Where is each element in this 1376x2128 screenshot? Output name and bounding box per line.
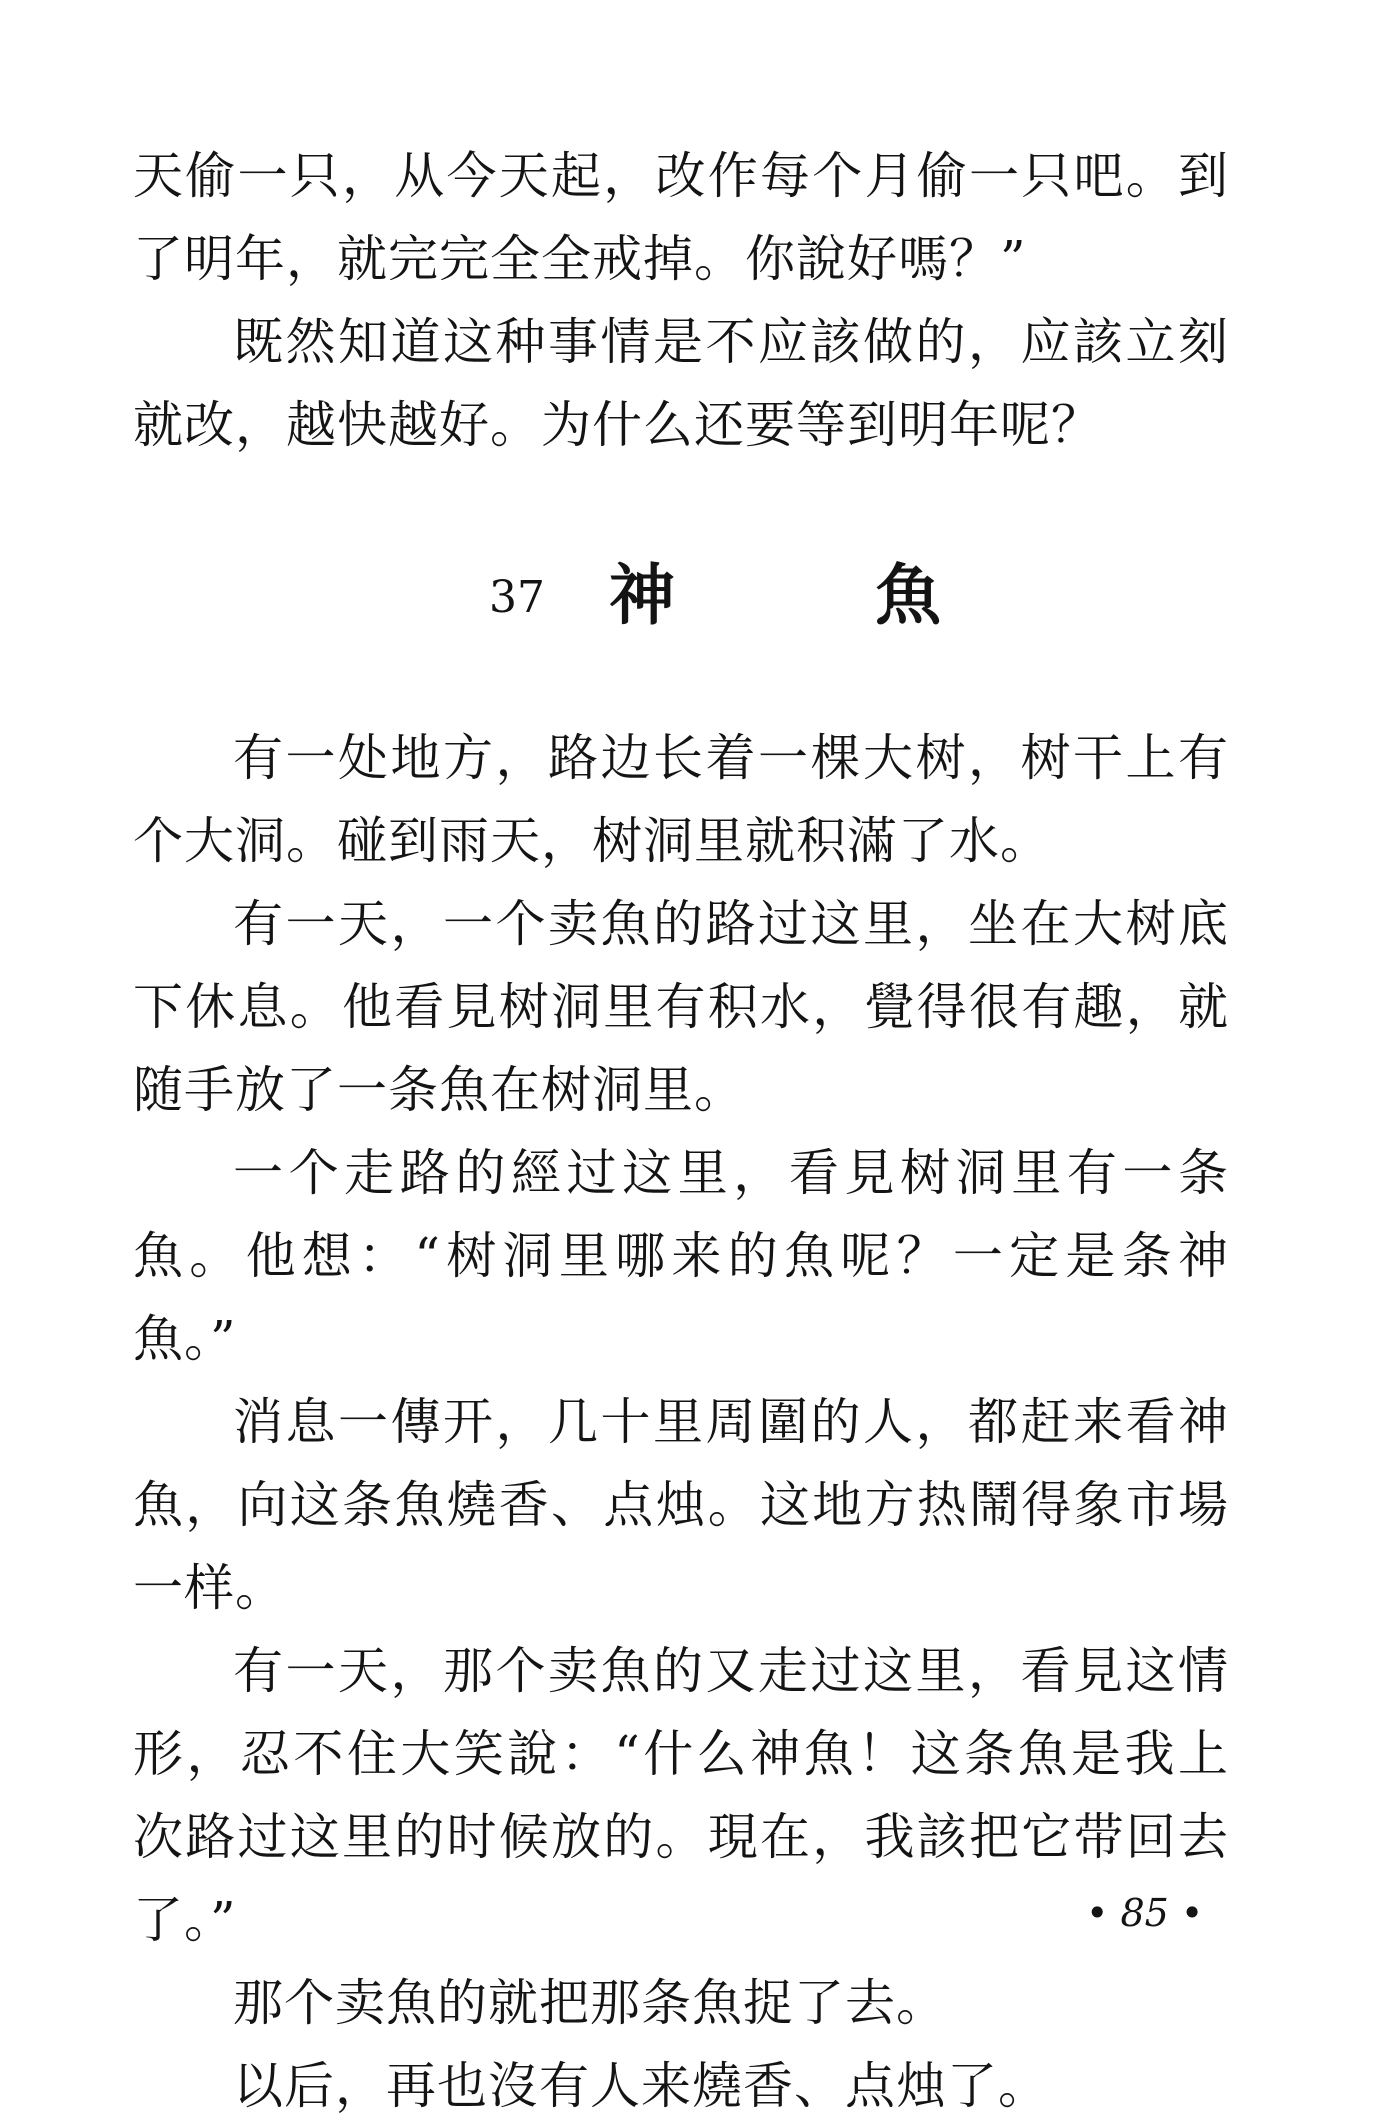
chapter-title: 神魚 [609,556,1141,634]
paragraph: 天偷一只，从今天起，改作每个月偷一只吧。到了明年，就完完全全戒掉。你說好嗎？” [133,147,1229,288]
paragraph: 以后，再也沒有人来燒香、点烛了。 [233,2057,1049,2115]
paragraph: 有一天，一个卖魚的路过这里，坐在大树底下休息。他看見树洞里有积水，覺得很有趣，就随手放了一条魚在树洞里。 [133,895,1229,1119]
paragraph: 有一处地方，路边长着一棵大树，树干上有个大洞。碰到雨天，树洞里就积滿了水。 [133,729,1229,870]
chapter-number: 37 [489,572,545,623]
paragraph: 消息一傳开，几十里周圍的人，都赶来看神魚，向这条魚燒香、点烛。这地方热鬧得象市場一样。 [133,1393,1229,1617]
story-body [133,717,1229,2128]
chapter-heading [133,550,1229,640]
paragraph: 那个卖魚的就把那条魚捉了去。 [233,1974,947,2032]
page-number: • 85 • [1086,1891,1204,1935]
carryover-text [133,135,1229,467]
paragraph: 既然知道这种事情是不应該做的，应該立刻就改，越快越好。为什么还要等到明年呢？ [133,313,1229,454]
paragraph: 有一天，那个卖魚的又走过这里，看見这情形，忍不住大笑說：“什么神魚！这条魚是我上次路过这里的时候放的。現在，我該把它带回去了。” [133,1642,1229,1949]
paragraph: 一个走路的經过这里，看見树洞里有一条魚。他想：“树洞里哪来的魚呢？一定是条神魚。” [133,1144,1229,1368]
